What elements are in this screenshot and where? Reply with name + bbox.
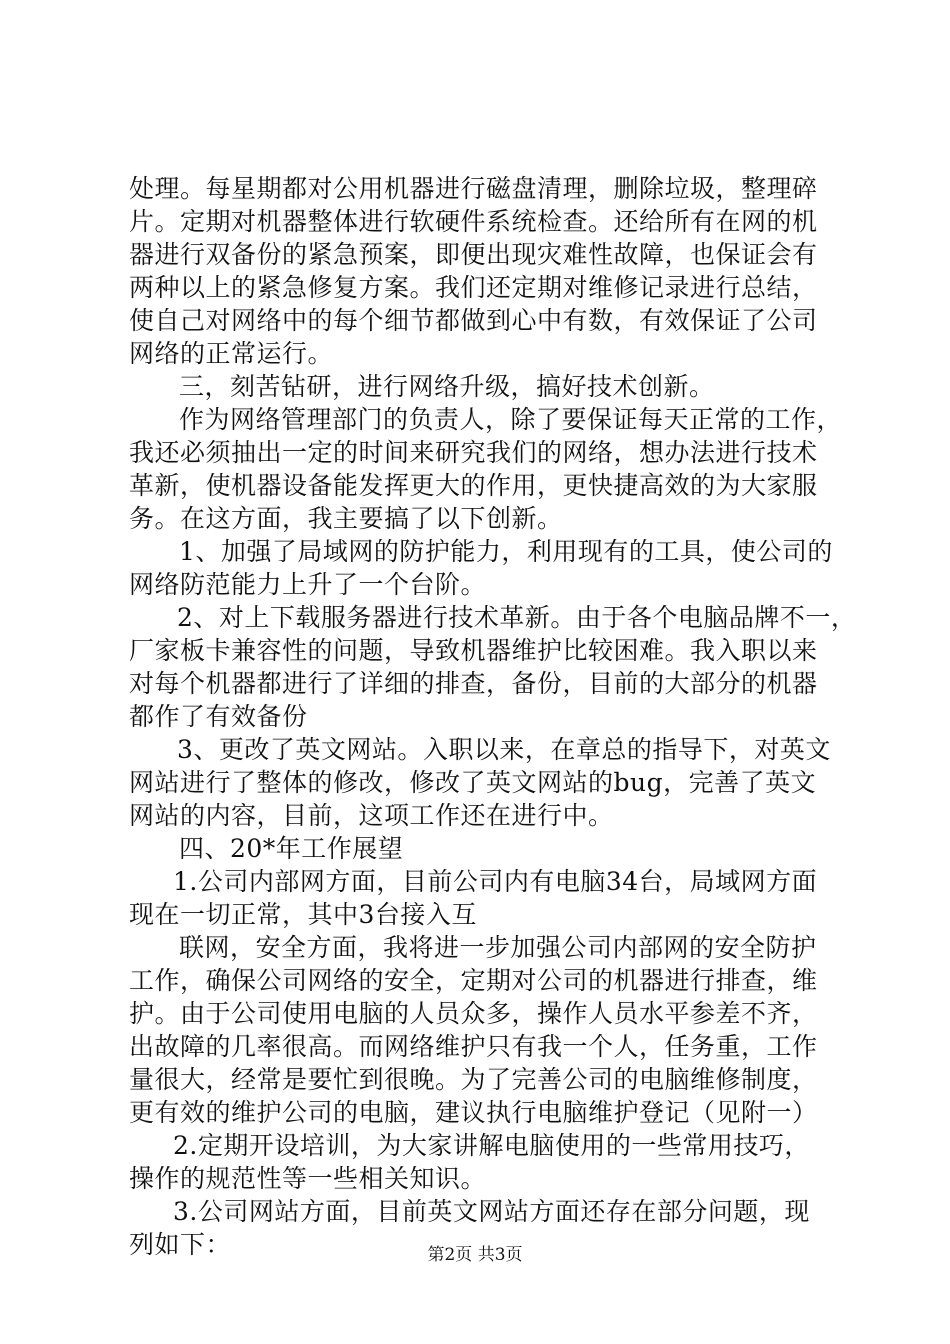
paragraph-line: 网站进行了整体的修改，修改了英文网站的bug，完善了英文: [129, 768, 817, 797]
paragraph-line: 都作了有效备份: [129, 702, 308, 731]
list-item-line: 3.公司网站方面，目前英文网站方面还存在部分问题，现: [173, 1197, 810, 1226]
paragraph-line: 出故障的几率很高。而网络维护只有我一个人，任务重，工作: [129, 1032, 818, 1061]
paragraph-line: 现在一切正常，其中3台接入互: [129, 900, 477, 929]
paragraph-line: 务。在这方面，我主要搞了以下创新。: [129, 504, 563, 533]
paragraph-line: 两种以上的紧急修复方案。我们还定期对维修记录进行总结，: [129, 273, 818, 302]
section-heading: 三，刻苦钻研，进行网络升级，搞好技术创新。: [179, 372, 715, 401]
paragraph-line: 对每个机器都进行了详细的排查，备份，目前的大部分的机器: [129, 669, 818, 698]
paragraph-line: 操作的规范性等一些相关知识。: [129, 1164, 487, 1193]
paragraph-line: 量很大，经常是要忙到很晚。为了完善公司的电脑维修制度，: [129, 1065, 818, 1094]
paragraph-line: 网站的内容，目前，这项工作还在进行中。: [129, 801, 614, 830]
paragraph-line: 器进行双备份的紧急预案，即便出现灾难性故障，也保证会有: [129, 240, 818, 269]
list-item-line: 1.公司内部网方面，目前公司内有电脑34台，局域网方面: [173, 867, 818, 896]
list-item-line: 3、更改了英文网站。入职以来，在章总的指导下，对英文: [177, 735, 831, 764]
paragraph-line: 护。由于公司使用电脑的人员众多，操作人员水平参差不齐，: [129, 999, 818, 1028]
list-item-line: 1、加强了局域网的防护能力，利用现有的工具，使公司的: [179, 537, 833, 566]
paragraph-line: 使自己对网络中的每个细节都做到心中有数，有效保证了公司: [129, 306, 818, 335]
paragraph-line: 我还必须抽出一定的时间来研究我们的网络，想办法进行技术: [129, 438, 818, 467]
list-item-line: 2.定期开设培训，为大家讲解电脑使用的一些常用技巧，: [173, 1131, 810, 1160]
paragraph-line: 列如下：: [129, 1230, 232, 1259]
paragraph-line: 处理。每星期都对公用机器进行磁盘清理，删除垃圾，整理碎: [129, 174, 818, 203]
paragraph-line: 作为网络管理部门的负责人，除了要保证每天正常的工作，: [179, 405, 843, 434]
paragraph-line: 革新，使机器设备能发挥更大的作用，更快捷高效的为大家服: [129, 471, 818, 500]
paragraph-line: 联网，安全方面，我将进一步加强公司内部网的安全防护: [179, 933, 817, 962]
paragraph-line: 更有效的维护公司的电脑，建议执行电脑维护登记（见附一）: [129, 1098, 818, 1127]
section-heading: 四、20*年工作展望: [179, 834, 404, 863]
paragraph-line: 厂家板卡兼容性的问题，导致机器维护比较困难。我入职以来: [129, 636, 818, 665]
page-footer: 第2页 共3页: [427, 1245, 523, 1265]
paragraph-line: 工作，确保公司网络的安全，定期对公司的机器进行排查，维: [129, 966, 818, 995]
paragraph-line: 网络的正常运行。: [129, 339, 334, 368]
paragraph-line: 网络防范能力上升了一个台阶。: [129, 570, 487, 599]
list-item-line: 2、对上下载服务器进行技术革新。由于各个电脑品牌不一，: [177, 603, 857, 632]
paragraph-line: 片。定期对机器整体进行软硬件系统检查。还给所有在网的机: [129, 207, 818, 236]
